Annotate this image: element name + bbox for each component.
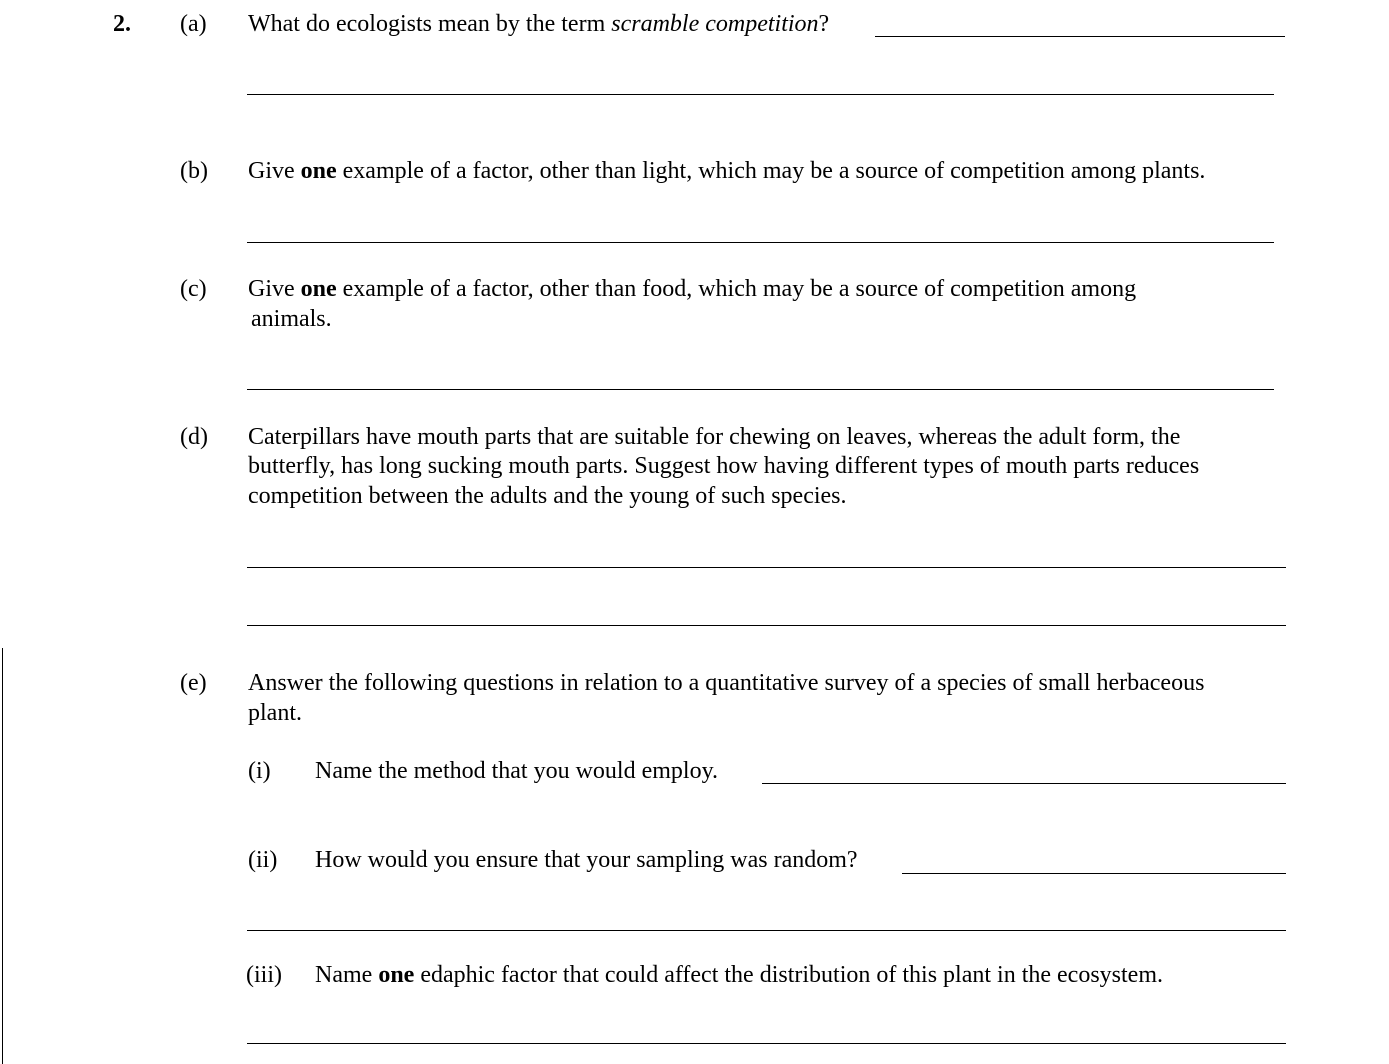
part-e-intro-line2: plant. — [248, 700, 302, 726]
part-e-i-answer-line[interactable] — [762, 783, 1286, 784]
part-d-answer-line-2[interactable] — [247, 625, 1286, 626]
part-b-label: (b) — [180, 158, 208, 184]
part-c-question-line2: animals. — [251, 306, 332, 332]
part-e-iii-answer-line[interactable] — [247, 1043, 1286, 1044]
part-d-question-line2: butterfly, has long sucking mouth parts. Suggest how having different types of mouth parts reduces — [248, 453, 1200, 479]
part-d-question-line1: Caterpillars have mouth parts that are suitable for chewing on leaves, whereas the adult form, the — [248, 424, 1181, 450]
part-e-i-label: (i) — [248, 758, 271, 784]
part-e-ii-answer-line-1[interactable] — [902, 873, 1286, 874]
part-e-iii-text-before: Name — [315, 962, 379, 988]
part-e-ii-question: How would you ensure that your sampling was random? — [315, 847, 858, 873]
page-margin-rule — [2, 648, 3, 1064]
part-a-question — [248, 9, 829, 39]
part-a-term: scramble competition — [611, 11, 819, 37]
part-e-i-question: Name the method that you would employ. — [315, 758, 719, 784]
part-e-iii-label: (iii) — [246, 962, 282, 988]
part-e-intro-line1: Answer the following questions in relation to a quantitative survey of a species of small herbaceous — [248, 670, 1205, 696]
part-c-label: (c) — [180, 276, 207, 302]
part-b-text-after: example of a factor, other than light, which may be a source of competition among plants. — [336, 158, 1206, 184]
part-c-text-before: Give — [248, 276, 301, 302]
part-b-emphasis: one — [300, 158, 337, 184]
part-c-emphasis: one — [300, 276, 337, 302]
part-e-label: (e) — [180, 670, 207, 696]
part-e-iii-question — [315, 960, 1163, 990]
part-c-question-line1 — [248, 274, 1136, 304]
question-number: 2. — [113, 11, 131, 37]
part-d-question-line3: competition between the adults and the young of such species. — [248, 483, 847, 509]
part-e-iii-text-after: edaphic factor that could affect the distribution of this plant in the ecosystem. — [414, 962, 1163, 988]
part-b-text-before: Give — [248, 158, 301, 184]
part-e-ii-label: (ii) — [248, 847, 278, 873]
part-e-ii-answer-line-2[interactable] — [247, 930, 1286, 931]
part-a-answer-line-2[interactable] — [247, 94, 1274, 95]
part-a-answer-line-1[interactable] — [875, 36, 1285, 37]
part-d-answer-line-1[interactable] — [247, 567, 1286, 568]
part-e-iii-emphasis: one — [378, 962, 415, 988]
part-b-question — [248, 156, 1205, 186]
part-a-text-after: ? — [818, 11, 830, 37]
part-c-text-after: example of a factor, other than food, which may be a source of competition among — [336, 276, 1137, 302]
part-c-answer-line[interactable] — [247, 389, 1274, 390]
part-d-label: (d) — [180, 424, 208, 450]
part-a-text-before: What do ecologists mean by the term — [248, 11, 612, 37]
part-b-answer-line[interactable] — [247, 242, 1274, 243]
part-a-label: (a) — [180, 11, 207, 37]
